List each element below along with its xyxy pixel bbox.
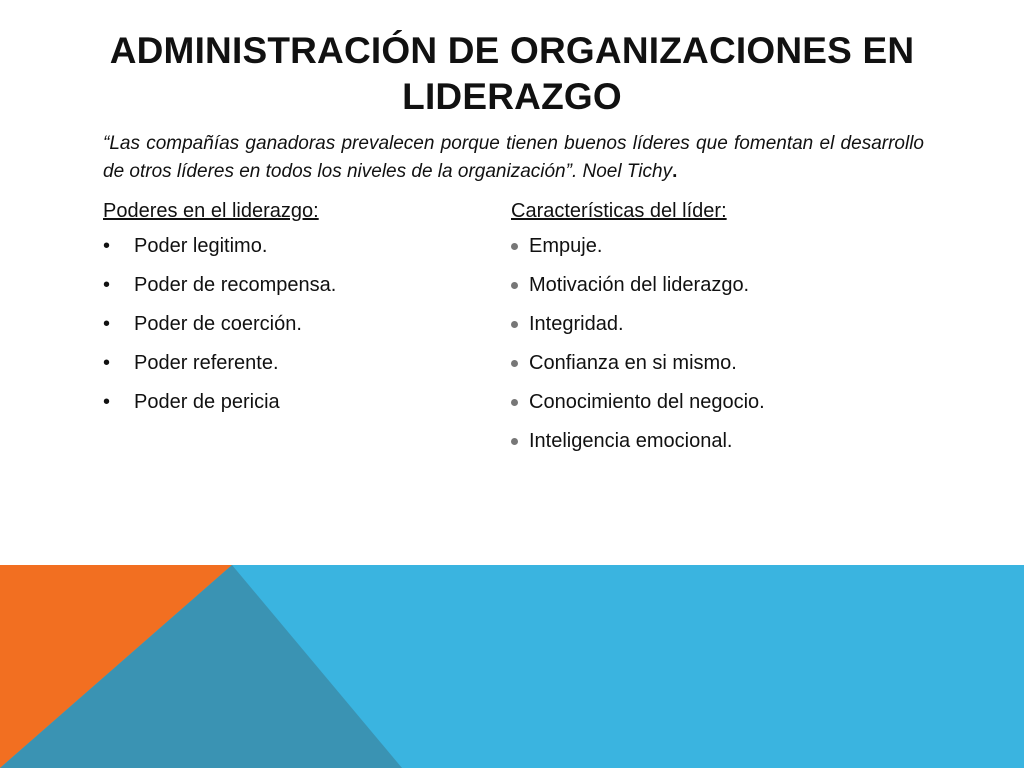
list-item bbox=[511, 233, 931, 272]
list-item-label: Confianza en si mismo. bbox=[529, 352, 737, 374]
list-item-label: Motivación del liderazgo. bbox=[529, 274, 750, 296]
traits-column bbox=[511, 198, 931, 467]
powers-heading: Poderes en el liderazgo: bbox=[103, 200, 319, 222]
list-item-label: Poder de recompensa. bbox=[134, 274, 337, 296]
list-item-label: Poder de pericia bbox=[134, 391, 280, 413]
quote-text bbox=[103, 130, 924, 186]
list-item bbox=[511, 428, 931, 467]
list-item-label: Empuje. bbox=[529, 235, 603, 257]
list-item bbox=[103, 233, 483, 272]
bullet-icon: • bbox=[103, 274, 111, 296]
bullet-dot-icon bbox=[511, 282, 518, 289]
traits-list bbox=[511, 233, 931, 467]
bullet-dot-icon bbox=[511, 360, 518, 367]
list-item bbox=[103, 311, 483, 350]
traits-heading: Características del líder: bbox=[511, 200, 727, 222]
list-item-label: Integridad. bbox=[529, 313, 624, 335]
quote-body: “Las compañías ganadoras prevalecen porque tienen buenos líderes que fomentan el desarrollo de otros líderes en todos los niveles de la organización”. Noel Tichy bbox=[103, 133, 924, 182]
bullet-dot-icon bbox=[511, 399, 518, 406]
powers-column bbox=[103, 198, 483, 428]
list-item bbox=[511, 389, 931, 428]
list-item bbox=[511, 311, 931, 350]
bullet-dot-icon bbox=[511, 438, 518, 445]
slide-title: ADMINISTRACIÓN DE ORGANIZACIONES EN LIDERAZGO bbox=[109, 30, 915, 117]
list-item bbox=[511, 350, 931, 389]
list-item-label: Inteligencia emocional. bbox=[529, 430, 733, 452]
bullet-icon: • bbox=[103, 352, 111, 374]
list-item bbox=[511, 272, 931, 311]
list-item bbox=[103, 272, 483, 311]
list-item-label: Poder de coerción. bbox=[134, 313, 302, 335]
list-item-label: Poder legitimo. bbox=[134, 235, 268, 257]
bullet-icon: • bbox=[103, 313, 111, 335]
bullet-icon: • bbox=[103, 235, 111, 257]
powers-list bbox=[103, 233, 483, 428]
bullet-dot-icon bbox=[511, 243, 518, 250]
bullet-icon: • bbox=[103, 391, 111, 413]
quote-end-mark: . bbox=[672, 161, 678, 182]
list-item bbox=[103, 350, 483, 389]
list-item bbox=[103, 389, 483, 428]
bullet-dot-icon bbox=[511, 321, 518, 328]
decorative-footer-shapes bbox=[0, 565, 1024, 768]
list-item-label: Poder referente. bbox=[134, 352, 279, 374]
list-item-label: Conocimiento del negocio. bbox=[529, 391, 765, 413]
